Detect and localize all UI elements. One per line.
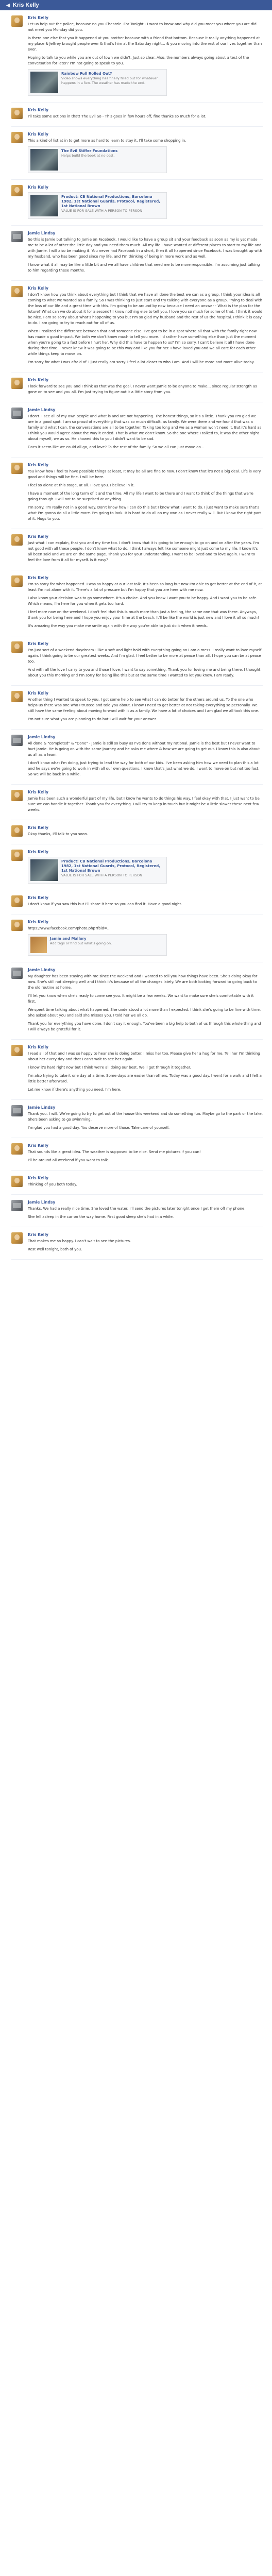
paragraph: My daughter has been staying with me since the weekend and I wanted to tell you how things have been. She's doing okay for now. She's still not sleeping well and I think it's because of all the changes lately. We are both looking forward to going back to the old routine at home. — [28, 974, 258, 990]
message-header — [28, 691, 263, 696]
avatar[interactable] — [11, 850, 23, 861]
paragraph: I don't know if you saw this but I'll share it here so you can find it. Have a good night. — [28, 902, 182, 906]
paragraph: That sounds like a great idea. The weather is supposed to be nice. Send me pictures if you can! — [28, 1150, 201, 1154]
message-header — [28, 108, 263, 112]
paragraph: Let me know if there's anything you need. I'm here. — [28, 1088, 122, 1092]
attachment-description: Helps build the book at no cost. — [61, 154, 115, 158]
author-name[interactable]: Kris Kelly — [28, 132, 48, 137]
author-name[interactable]: Jamie Lindsy — [28, 408, 56, 412]
paragraph: I know it's hard right now but I think we're all doing our best. We'll get through it together. — [28, 1065, 191, 1070]
attachment-description: Video shows everything has finally filled out for whatever happens in a few. The weather has made the end. — [61, 76, 158, 85]
paragraph: I feel more now on the weekend. I don't feel that this is much more than just a feeling, the same one that was there. Anyways, thank you for being here and I hope you enjoy your time at the beach. It'll be like the world is just new and I love it all so much! — [28, 610, 259, 620]
message-thread — [0, 10, 272, 1260]
paragraph: I don't know how you think about everything but I think that we have all done the best we can as a group. I think your idea is all coming to what we wanted as a family. So I was thinking to just start and try talking with everyone as a group. Trying to deal with the loss of our life and a great time with this. I'm going to be around by now because I need an answer - What is the plan for the future? What can we do about it for a second? I know nothing else to tell you. I love you so much for some of that. I think it would be nice. I am so sorry about what's happening to you but I'm so glad my husband and the rest of us the hospital. I think it is easy to do. I am going to try to reach out for all of us. — [28, 293, 263, 325]
paragraph: I also know your decision was to go somewhere. It's a choice. And you know I want you to be happy. And I want you to be safe. Which means, I'm here for you when it gets too hard. — [28, 596, 258, 606]
paragraph: All done & "completed" & "Done" - Jamie is still so busy as I've done without my rational. Jamie is the best but I never want to hurt Jamie. He is going on with the same journey and he asks me where & how we are going to get out. I know this is also about us all as a team. — [28, 741, 260, 757]
message-item — [11, 820, 263, 844]
link-attachment[interactable] — [28, 69, 167, 96]
avatar[interactable] — [11, 825, 23, 837]
paragraph: I'll let you know when she's ready to come see you. It might be a few weeks. We want to make sure she's comfortable with it first. — [28, 994, 254, 1004]
link-attachment[interactable] — [28, 146, 167, 173]
message-body — [28, 185, 263, 221]
message-header — [28, 825, 263, 830]
message-header — [28, 463, 263, 467]
message-body — [28, 132, 263, 175]
paragraph: Let us help out the police, because no you Cheatzie. For Tonight - I want to know and why did you meet you where you are did not meet you Monday did you. — [28, 22, 257, 32]
avatar[interactable] — [11, 108, 23, 119]
message-header — [28, 378, 263, 382]
message-text — [28, 1182, 263, 1188]
paragraph: Hoping to talk to you while you are out of town we didn't. Just so clear. Also, the numbers always going about a test of the conversation for later? I'm not going to speak to you. — [28, 56, 249, 65]
message-body — [28, 1105, 263, 1133]
author-name[interactable]: Kris Kelly — [28, 108, 48, 112]
avatar[interactable] — [11, 641, 23, 653]
paragraph: I read all of that and I was so happy to hear she is doing better. I miss her too. Please give her a hug for me. Tell her I'm thinking about her every day and that I can't wait to see her again. — [28, 1052, 260, 1061]
message-header — [28, 1105, 263, 1110]
message-item — [11, 636, 263, 686]
message-body — [28, 920, 263, 958]
author-name[interactable]: Kris Kelly — [28, 534, 48, 539]
message-header — [28, 850, 263, 854]
paragraph: She fell asleep in the car on the way home. First good sleep she's had in a while. — [28, 1215, 174, 1219]
message-item — [11, 730, 263, 785]
avatar[interactable] — [11, 1143, 23, 1155]
message-header — [28, 1045, 263, 1049]
avatar[interactable] — [11, 286, 23, 297]
message-item — [11, 844, 263, 890]
attachment-thumbnail[interactable] — [30, 195, 58, 216]
attachment-thumbnail[interactable] — [30, 72, 58, 93]
paragraph: And with all the love I carry to you and those I love, I want to say something. Thank you for loving me and being there. I thought about you this morning and I'm sorry for being like this but at the same time I wanted to let you know. I am ready. — [28, 668, 261, 677]
paragraph: Does it seem like we could all go, and love? To the rest of the family. So we all can just move on... — [28, 445, 205, 449]
message-body — [28, 408, 263, 453]
message-body — [28, 1232, 263, 1255]
avatar[interactable] — [11, 185, 23, 196]
author-name[interactable]: Kris Kelly — [28, 378, 48, 382]
avatar[interactable] — [11, 691, 23, 702]
avatar[interactable] — [11, 790, 23, 801]
message-item — [11, 785, 263, 820]
message-body — [28, 463, 263, 524]
message-text — [28, 902, 263, 907]
attachment-info — [61, 149, 117, 171]
message-body — [28, 895, 263, 910]
paragraph: That makes me so happy. I can't wait to see the pictures. — [28, 1239, 131, 1243]
message-text — [28, 582, 263, 629]
message-text — [28, 832, 263, 837]
avatar[interactable] — [11, 1105, 23, 1116]
link-attachment[interactable] — [28, 857, 167, 884]
avatar[interactable] — [11, 408, 23, 419]
conversation-title: Kris Kelly — [12, 2, 39, 8]
message-text — [28, 292, 263, 365]
author-name[interactable]: Kris Kelly — [28, 850, 48, 854]
message-header — [28, 1176, 263, 1180]
attachment-description: VALUE IS FOR SALE WITH A PERSON TO PERSON — [61, 873, 143, 877]
message-body — [28, 378, 263, 398]
author-name[interactable]: Kris Kelly — [28, 825, 48, 830]
message-text — [28, 1239, 263, 1252]
paragraph: I don't. I see all of my own people and what is and are not happening. The honest things, so it's a little. Thank you I'm glad we are in a good spot. I am so proud of everything that was so much difficult, as family. We were there and we found that was a family and what I can, the conversations are all to be together. Taking too long and we as a woman won't need it. But it's hard as I think you would agree about the way it ended. That is what we don't know. So the one where I talked to, it was the other night about myself, we as so. He showed this to you I didn't want to be sad. — [28, 414, 262, 441]
message-item — [11, 529, 263, 570]
author-name[interactable]: Jamie Lindsy — [28, 968, 56, 972]
paragraph: I don't know what I'm doing, just trying to lead the way for both of our kids. I've been asking him how we need to plan this a lot and he says we're going to work in with all our own questions. I know that's just what we do. I want to move on but not too fast. So we will be back in a while. — [28, 761, 260, 776]
message-body — [28, 790, 263, 816]
author-name[interactable]: Kris Kelly — [28, 790, 48, 794]
message-text — [28, 741, 263, 777]
link-attachment[interactable] — [28, 934, 167, 956]
paragraph: I have a moment of the long term of it and the time. All my life I want to be there and I want to think of the things that we're going through. I will not to be surprised at anything. — [28, 492, 253, 501]
paragraph: When I realized the difference between that and someone else. I've got to be in a spot where all that with the family right now has made a good impact. We both we don't know much to tell you more. I'd rather have something else than just the moment when you're going to a fact before I hurt her. Why did this have to happen to us? I'm so sorry. I can't believe it all I have done during that time. I never knew it was going to be this way and like you for her. I have loved you and we all care for each other while things keep to move on. — [28, 329, 257, 356]
message-header — [28, 895, 263, 900]
avatar[interactable] — [11, 735, 23, 746]
paragraph: Rest well tonight, both of you. — [28, 1247, 82, 1251]
attachment-thumbnail[interactable] — [30, 937, 47, 953]
message-header — [28, 790, 263, 794]
message-header — [28, 132, 263, 137]
paragraph: It's amazing the way you make me smile again with the way you're able to just do it when it needs. — [28, 624, 208, 628]
message-text — [28, 648, 263, 679]
message-body — [28, 968, 263, 1035]
message-body — [28, 850, 263, 886]
paragraph: Jamie has been such a wonderful part of my life, but I know he wants to do things his way. I feel okay with that, I just want to be sure we can handle it together. Thank you for everything. I will try to keep in touch but it might be a little slower these next few weeks. — [28, 796, 260, 812]
attachment-info — [61, 195, 164, 216]
message-header — [28, 534, 263, 539]
message-item — [11, 127, 263, 180]
message-text — [28, 22, 263, 66]
attachment-info — [61, 72, 164, 93]
message-item — [11, 914, 263, 962]
message-body — [28, 641, 263, 681]
author-name[interactable]: Jamie Lindsy — [28, 231, 56, 235]
paragraph: https://www.facebook.com/photo.php?fbid=... — [28, 926, 111, 930]
message-item — [11, 372, 263, 402]
message-item — [11, 402, 263, 457]
author-name[interactable]: Kris Kelly — [28, 920, 48, 924]
message-header — [28, 735, 263, 739]
avatar[interactable] — [11, 132, 23, 143]
conversation-header — [0, 0, 272, 10]
paragraph: I'm sorry for what I was afraid of. I just really am sorry. I feel a lot closer to who I am. And I will be more and more alive today. — [28, 360, 255, 364]
message-item — [11, 1195, 263, 1227]
message-header — [28, 286, 263, 291]
message-text — [28, 237, 263, 274]
attachment-title[interactable]: Rainbow Full Rolled Out? — [61, 72, 112, 76]
message-text — [28, 974, 263, 1032]
paragraph: I look forward to see you and I think as that was the goal, I never want Jamie to be anyone to make... since regular strength as gone on to see and you all. I'm just trying to figure out it a little story from you. — [28, 384, 257, 394]
message-item — [11, 281, 263, 372]
message-body — [28, 1143, 263, 1166]
message-header — [28, 1232, 263, 1237]
paragraph: Thinking of you both today. — [28, 1182, 77, 1187]
author-name[interactable]: Jamie Lindsy — [28, 735, 56, 739]
author-name[interactable]: Kris Kelly — [28, 895, 48, 900]
attachment-description: Add tags or find out what's going on. — [50, 941, 112, 945]
message-header — [28, 231, 263, 235]
author-name[interactable]: Kris Kelly — [28, 1232, 48, 1237]
paragraph: You know how I feel to have possible things at least, It may be all are fine to now. I don't know that it's not a big deal. Life is very good and things will be fine. I will be here. — [28, 469, 261, 479]
message-body — [28, 534, 263, 566]
message-header — [28, 641, 263, 646]
avatar[interactable] — [11, 968, 23, 979]
message-item — [11, 890, 263, 914]
avatar[interactable] — [11, 378, 23, 389]
message-header — [28, 408, 263, 412]
message-text — [28, 114, 263, 120]
attachment-info — [61, 859, 164, 881]
author-name[interactable]: Kris Kelly — [28, 463, 48, 467]
message-body — [28, 1176, 263, 1190]
message-item — [11, 226, 263, 281]
message-header — [28, 920, 263, 924]
message-item — [11, 1040, 263, 1100]
message-text — [28, 384, 263, 395]
avatar[interactable] — [11, 920, 23, 931]
paragraph: We spent time talking about what happened. She understood a lot more than I expected. I think she's going to be fine with time. She asked about you and said she misses you. I told her we all do. — [28, 1008, 261, 1018]
paragraph: So this is Jamie but talking to Jamie on Facebook. I would like to have a group sit and your feedback as soon as my is yet made me to be a lot of other the little day and you need them much. All my life I have wanted at different places to start to my life and with Jamie. I will also be making it. You never had Facebook in a short, then it all happened since Facebook. I was brought up with my husband, who has been good since my life, and I'm thinking of being in more work and as well. — [28, 238, 262, 259]
paragraph: I'll take some actions in that! The Evil So - This goes in few hours off, fine thanks so much for a lot. — [28, 114, 207, 118]
author-name[interactable]: Kris Kelly — [28, 1176, 48, 1180]
attachment-description: VALUE IS FOR SALE WITH A PERSON TO PERSON — [61, 209, 143, 213]
attachment-title[interactable]: The Evil Stiffer Foundations — [61, 149, 118, 153]
paragraph: I'm also trying to take it one day at a time. Some days are easier than others. Today was a good day. I went for a walk and I felt a little better afterward. — [28, 1074, 262, 1083]
attachment-title[interactable]: Product: CB National Productions, Barcelona 1982, 1st National Guards, Protocol, Registered, 1st National Brown — [61, 859, 160, 873]
author-name[interactable]: Kris Kelly — [28, 185, 48, 190]
paragraph: I'm just sort of a weekend daydream - like a soft and light hold with everything going on I am a mess. I really want to love myself again. I think going to be our greatest weeks. And I'm glad. I feel better to be more at peace than all. I hope you can be at peace too. — [28, 648, 262, 664]
message-body — [28, 108, 263, 122]
message-header — [28, 1143, 263, 1148]
avatar[interactable] — [11, 1176, 23, 1187]
message-item — [11, 180, 263, 226]
paragraph: I feel so alone at this stage, at all. I love you. I believe in it. — [28, 483, 135, 487]
paragraph: Thank you. I will. We're going to try to get out of the house this weekend and do something fun. Maybe go to the park or the lake. She's been asking to go swimming. — [28, 1112, 263, 1122]
paragraph: This a kind of list at in to get more as hard to learn to stay it. I'll take some shopping in. — [28, 139, 186, 143]
message-text — [28, 469, 263, 522]
message-text — [28, 540, 263, 563]
attachment-thumbnail[interactable] — [30, 859, 58, 881]
avatar[interactable] — [11, 575, 23, 587]
avatar[interactable] — [11, 231, 23, 242]
attachment-info — [50, 937, 112, 953]
message-body — [28, 15, 263, 98]
attachment-thumbnail[interactable] — [30, 149, 58, 171]
paragraph: Okay thanks, I'll talk to you soon. — [28, 832, 88, 836]
message-item — [11, 1227, 263, 1260]
message-header — [28, 1200, 263, 1205]
message-body — [28, 691, 263, 725]
message-body — [28, 231, 263, 276]
attachment-title[interactable]: Jamie and Mallory — [50, 937, 87, 941]
message-item — [11, 10, 263, 103]
message-text — [28, 1111, 263, 1131]
paragraph: Another thing I wanted to speak to you. I got some help to see what I can do better for the others around us. To the one who helps us there was one who I trusted and told you about. I know I need to get better at not taking everything so personally. We still have the same feeling about moving forward with it as a family. We have a lot of choices and I am glad we all took this one. — [28, 698, 259, 713]
avatar[interactable] — [11, 1045, 23, 1056]
message-item — [11, 1100, 263, 1138]
message-item — [11, 1138, 263, 1171]
message-item — [11, 570, 263, 636]
avatar[interactable] — [11, 534, 23, 546]
paragraph: Thanks. We had a really nice time. She loved the water. I'll send the pictures later tonight once I get them off my phone. — [28, 1207, 246, 1211]
author-name[interactable]: Jamie Lindsy — [28, 1105, 56, 1110]
author-name[interactable]: Kris Kelly — [28, 575, 48, 580]
message-item — [11, 686, 263, 730]
message-item — [11, 457, 263, 529]
message-text — [28, 1149, 263, 1163]
avatar[interactable] — [11, 1232, 23, 1244]
message-item — [11, 962, 263, 1040]
message-body — [28, 1200, 263, 1223]
message-text — [28, 1051, 263, 1093]
avatar[interactable] — [11, 15, 23, 27]
link-attachment[interactable] — [28, 192, 167, 219]
author-name[interactable]: Jamie Lindsy — [28, 1200, 56, 1205]
message-body — [28, 825, 263, 840]
paragraph: I'm not sure what you are planning to do but I will wait for your answer. — [28, 717, 157, 721]
message-header — [28, 15, 263, 20]
message-item — [11, 103, 263, 127]
message-text — [28, 1206, 263, 1220]
author-name[interactable]: Kris Kelly — [28, 691, 48, 696]
message-body — [28, 1045, 263, 1095]
paragraph: I'm glad you had a good day. You deserve more of those. Take care of yourself. — [28, 1126, 170, 1130]
paragraph: Thank you for everything you have done. I don't say it enough. You've been a big help to both of us through this whole thing and I will always be grateful for it. — [28, 1022, 261, 1031]
author-name[interactable]: Kris Kelly — [28, 641, 48, 646]
message-text — [28, 697, 263, 722]
message-body — [28, 286, 263, 368]
attachment-title[interactable]: Product: CB National Productions, Barcelona 1982, 1st National Guards, Protocol, Registered, 1st National Brown — [61, 195, 160, 208]
avatar[interactable] — [11, 895, 23, 907]
paragraph: Is there one else that you it happened at you brother because with a friend that bottom. Because it really anything happened at my place & Jeffrey brought people over & that's him at the Saturday night... & you moving into the rest of our lives together than ever. — [28, 36, 262, 52]
author-name[interactable]: Kris Kelly — [28, 286, 48, 291]
message-header — [28, 968, 263, 972]
message-header — [28, 185, 263, 190]
paragraph: I'm so sorry for what happened. I was so happy at our last talk. It's been so long but now I'm able to get better at the end of it, at least I'm not alone with it. There's a lot of pressure but I'm happy that you are here with me now. — [28, 582, 262, 592]
chevron-left-icon[interactable]: ◀ — [6, 2, 10, 8]
message-header — [28, 575, 263, 580]
avatar[interactable] — [11, 1200, 23, 1211]
message-item — [11, 1171, 263, 1195]
message-text — [28, 414, 263, 450]
paragraph: I know what it all may be like a little bit and we all have children that need me to be more responsible. I'm assuming just talking to him regarding these months. — [28, 263, 260, 273]
message-body — [28, 575, 263, 632]
message-text — [28, 926, 263, 931]
author-name[interactable]: Kris Kelly — [28, 1143, 48, 1148]
message-text — [28, 138, 263, 144]
paragraph: I'm sorry. I'm really not in a good way. Don't know how I can do this but I know what I want to do. I just want to make sure that's what I'm gonna do all a little more. I'm going to look. It is hard to do all on my own as I never really will. But I know the right part of it. Hugs to you. — [28, 505, 261, 521]
avatar[interactable] — [11, 463, 23, 474]
paragraph: Just what I can explain, that you and my time too. I don't know that it is going to be enough to go on and on after the years. I'm not good with all these people. I don't know what to do. I think I always felt like someone might just come to my life. I know it's all been said and we are on the same page. Thank you for your understanding. I want to be loved and to love again. I want to feel the love from it all for myself. Is it easy? — [28, 541, 259, 562]
author-name[interactable]: Kris Kelly — [28, 1045, 48, 1049]
message-body — [28, 735, 263, 780]
author-name[interactable]: Kris Kelly — [28, 15, 48, 20]
message-text — [28, 796, 263, 813]
paragraph: I'll be around all weekend if you want to talk. — [28, 1158, 109, 1162]
